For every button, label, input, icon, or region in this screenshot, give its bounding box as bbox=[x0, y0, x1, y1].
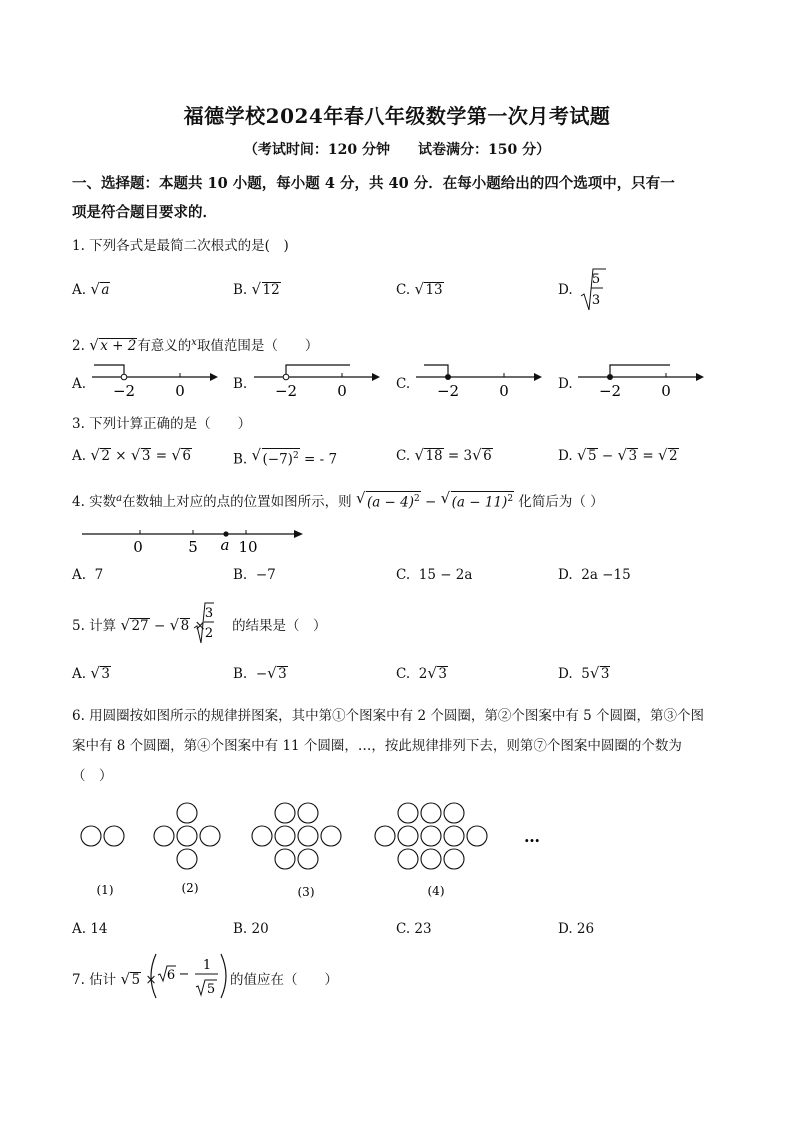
tick-label: 0 bbox=[337, 382, 347, 400]
radicand: 3 bbox=[628, 448, 638, 464]
stem-text: 化简后为（ ） bbox=[518, 494, 604, 510]
arrow-icon bbox=[372, 373, 380, 381]
radical bbox=[658, 448, 679, 464]
option-label: B. bbox=[233, 282, 248, 298]
radical bbox=[414, 282, 443, 298]
variable: x bbox=[191, 336, 197, 348]
q6-circle-patterns bbox=[74, 796, 554, 906]
q7-parenthesized-expression bbox=[148, 951, 230, 1001]
radicand: 2 bbox=[101, 448, 110, 464]
question-number: 2. bbox=[72, 338, 85, 354]
circle bbox=[252, 826, 272, 846]
q6-stem-line2: 案中有 8 个圆圈，第④个图案中有 11 个圆圈，…，按此规律排列下去，则第⑦个图案中圆圈的个数为 bbox=[72, 738, 682, 754]
coefficient: 2 bbox=[418, 666, 428, 682]
q7-stem-tail: 的值应在（ ） bbox=[230, 972, 338, 988]
circle bbox=[321, 826, 341, 846]
radicand: 3 bbox=[101, 666, 110, 682]
q1-option-d-fraction-radical bbox=[578, 266, 608, 312]
q1-option-c bbox=[396, 282, 444, 298]
q5-fraction-radical bbox=[193, 600, 215, 646]
circle bbox=[444, 849, 464, 869]
stem-text: 有意义的 bbox=[137, 338, 192, 354]
caption: (1) bbox=[96, 883, 114, 897]
radical bbox=[252, 282, 281, 298]
q6-stem-line1: 6. 用圆圈按如图所示的规律拼图案，其中第①个图案中有 2 个圆圈，第②个图案中有 5 个圆圈，第③个图 bbox=[72, 708, 705, 724]
radical bbox=[171, 448, 192, 464]
section-heading-line1: 一、选择题：本题共 10 小题，每小题 4 分，共 40 分．在每小题给出的四个选项中，只有一 bbox=[72, 175, 675, 192]
circle bbox=[298, 803, 318, 823]
circle bbox=[398, 803, 418, 823]
option-value: 15 − 2a bbox=[418, 567, 473, 583]
option-label: B. bbox=[233, 567, 248, 583]
operator: = bbox=[642, 448, 654, 464]
q1-option-b bbox=[233, 282, 281, 298]
point-label: a bbox=[220, 536, 230, 554]
circle bbox=[177, 826, 197, 846]
radical bbox=[170, 618, 191, 634]
caption: (2) bbox=[181, 881, 199, 895]
circle bbox=[421, 826, 441, 846]
radicand: 8 bbox=[180, 618, 190, 634]
circle bbox=[154, 826, 174, 846]
radical bbox=[120, 972, 141, 988]
circle bbox=[177, 849, 197, 869]
option-label: A. bbox=[72, 567, 87, 583]
radicand: 12 bbox=[262, 282, 280, 298]
radicand: x + 2 bbox=[100, 338, 137, 354]
tick-label: −2 bbox=[598, 382, 622, 400]
stem-text: 在数轴上对应的点的位置如图所示，则 bbox=[122, 494, 352, 510]
q5-option-b bbox=[233, 666, 288, 682]
radicand: 3 bbox=[600, 666, 610, 682]
operator: × bbox=[145, 972, 157, 988]
q6-stem-line3: （ ） bbox=[72, 768, 113, 784]
radical bbox=[252, 448, 300, 468]
open-point bbox=[121, 374, 127, 380]
page-title: 福德学校2024年春八年级数学第一次月考试题 bbox=[183, 104, 611, 128]
q1-option-a bbox=[72, 282, 110, 298]
q2-option-d-label: D. bbox=[558, 376, 573, 392]
open-point bbox=[283, 374, 289, 380]
option-label: A. bbox=[72, 282, 87, 298]
stem-text: 5. 计算 bbox=[72, 618, 117, 634]
q1-stem: 1. 下列各式是最简二次根式的是( ) bbox=[72, 238, 289, 254]
stem-text: 4. 实数 bbox=[72, 494, 117, 510]
q2-option-b-number-line bbox=[250, 360, 382, 402]
option-label: D. bbox=[558, 448, 573, 464]
numerator: 3 bbox=[204, 606, 214, 621]
radical bbox=[131, 448, 152, 464]
option-label: D. bbox=[558, 567, 573, 583]
closed-point bbox=[445, 374, 451, 380]
radicand: 2 bbox=[668, 448, 678, 464]
range-bracket bbox=[610, 365, 670, 374]
radicand: a bbox=[101, 282, 110, 298]
q2-option-a-label: A. bbox=[72, 376, 87, 392]
q3-option-b bbox=[233, 448, 337, 468]
radical bbox=[90, 282, 110, 298]
radical bbox=[590, 666, 611, 682]
option-label: C. bbox=[396, 448, 411, 464]
q2-option-b-label: B. bbox=[233, 376, 248, 392]
exponent: 2 bbox=[507, 493, 514, 504]
operator: = bbox=[155, 448, 168, 464]
q3-option-a bbox=[72, 448, 192, 464]
q4-number-line bbox=[78, 522, 308, 558]
q4-stem bbox=[72, 490, 604, 510]
radical bbox=[427, 666, 448, 682]
radical bbox=[267, 666, 288, 682]
radicand: (−7) bbox=[262, 451, 293, 468]
operator: × bbox=[115, 448, 127, 464]
stem-text: 取值范围是（ ） bbox=[196, 338, 319, 354]
operator: − bbox=[425, 494, 437, 510]
tick-label: 0 bbox=[175, 382, 185, 400]
tick-label: −2 bbox=[274, 382, 298, 400]
arrow-icon bbox=[534, 373, 542, 381]
option-label: B. bbox=[233, 451, 248, 468]
coefficient: 5 bbox=[581, 666, 590, 682]
radical bbox=[90, 666, 111, 682]
radicand: 3 bbox=[438, 666, 447, 682]
tick-label: −2 bbox=[436, 382, 460, 400]
range-bracket bbox=[94, 365, 124, 374]
option-label: B. bbox=[233, 666, 248, 682]
caption: (3) bbox=[297, 885, 315, 899]
q5-option-a bbox=[72, 666, 111, 682]
option-value: −7 bbox=[255, 567, 276, 583]
circle bbox=[104, 826, 124, 846]
circle bbox=[200, 826, 220, 846]
operator: × bbox=[194, 618, 206, 634]
denominator: 3 bbox=[591, 293, 601, 308]
q2-option-d-number-line bbox=[574, 360, 706, 402]
radicand: 3 bbox=[141, 448, 151, 464]
rhs: = - 7 bbox=[303, 451, 338, 468]
option-label: A. bbox=[72, 666, 87, 682]
left-paren bbox=[151, 954, 156, 998]
range-bracket bbox=[286, 365, 350, 374]
operator: − bbox=[153, 618, 166, 634]
option-label: D. bbox=[558, 666, 573, 682]
tick-label: 0 bbox=[499, 382, 509, 400]
q6-option-d: D. 26 bbox=[558, 921, 595, 937]
circle bbox=[298, 849, 318, 869]
tick-label: 5 bbox=[188, 538, 198, 556]
option-value: 7 bbox=[94, 567, 104, 583]
stem-text: 的结果是（ ） bbox=[232, 618, 327, 634]
radical bbox=[89, 338, 137, 354]
radicand: (a − 4) bbox=[366, 494, 415, 510]
circle bbox=[275, 826, 295, 846]
radical bbox=[617, 448, 638, 464]
q5-option-c bbox=[396, 666, 448, 682]
q6-option-a: A. 14 bbox=[72, 921, 108, 937]
radicand: 3 bbox=[278, 666, 287, 682]
exponent: 2 bbox=[292, 451, 299, 461]
radical bbox=[120, 618, 149, 634]
q6-option-c: C. 23 bbox=[396, 921, 432, 937]
circle bbox=[375, 826, 395, 846]
radicand: 6 bbox=[182, 448, 191, 464]
q4-option-d bbox=[558, 567, 631, 583]
circle bbox=[81, 826, 101, 846]
rhs: = 3 bbox=[447, 448, 473, 464]
circle bbox=[275, 849, 295, 869]
radicand: 13 bbox=[425, 282, 443, 298]
arrow-icon bbox=[294, 530, 303, 538]
q2-option-c-number-line bbox=[412, 360, 544, 402]
ellipsis: … bbox=[524, 827, 540, 846]
radicand: 6 bbox=[483, 448, 492, 464]
q2-stem bbox=[72, 334, 318, 354]
q3-option-d bbox=[558, 448, 679, 464]
radical bbox=[356, 491, 421, 511]
stem-text: 7. 估计 bbox=[72, 972, 117, 988]
coefficient: − bbox=[255, 666, 268, 682]
radical bbox=[90, 448, 111, 464]
denominator: 5 bbox=[206, 982, 216, 997]
circle bbox=[275, 803, 295, 823]
radicand: 6 bbox=[166, 968, 176, 983]
arrow-icon bbox=[210, 373, 218, 381]
q1-option-d-label: D. bbox=[558, 282, 573, 298]
circle bbox=[398, 826, 418, 846]
arrow-icon bbox=[696, 373, 704, 381]
q3-stem: 3. 下列计算正确的是（ ） bbox=[72, 416, 252, 432]
circle bbox=[421, 803, 441, 823]
operator: − bbox=[601, 448, 614, 464]
section-heading-line2: 项是符合题目要求的． bbox=[72, 204, 217, 221]
q7-stem bbox=[72, 968, 157, 988]
caption: (4) bbox=[427, 884, 445, 898]
circle bbox=[444, 826, 464, 846]
tick-label: 10 bbox=[238, 538, 258, 556]
closed-point bbox=[607, 374, 613, 380]
q5-option-d bbox=[558, 666, 610, 682]
q4-option-a bbox=[72, 567, 103, 583]
option-label: C. bbox=[396, 666, 411, 682]
radicand: 5 bbox=[587, 448, 597, 464]
circle bbox=[177, 803, 197, 823]
tick-label: 0 bbox=[133, 538, 143, 556]
tick-label: 0 bbox=[661, 382, 671, 400]
radicand: 5 bbox=[131, 972, 141, 988]
circle bbox=[421, 849, 441, 869]
q3-option-c bbox=[396, 448, 493, 464]
radical bbox=[441, 491, 514, 511]
option-label: C. bbox=[396, 282, 411, 298]
exponent: 2 bbox=[414, 493, 420, 504]
range-bracket bbox=[424, 365, 448, 374]
operator: − bbox=[178, 967, 190, 982]
radicand: 18 bbox=[425, 448, 443, 464]
radicand: 27 bbox=[131, 618, 149, 634]
option-label: C. bbox=[396, 567, 411, 583]
circle bbox=[298, 826, 318, 846]
option-label: A. bbox=[72, 448, 87, 464]
q2-option-a-number-line bbox=[88, 360, 220, 402]
option-value: 2a −15 bbox=[581, 567, 631, 583]
exam-info: （考试时间：120 分钟 试卷满分：150 分） bbox=[243, 142, 551, 158]
q2-option-c-label: C. bbox=[396, 376, 411, 392]
right-paren bbox=[221, 954, 226, 998]
q6-option-b: B. 20 bbox=[233, 921, 269, 937]
denominator: 2 bbox=[204, 626, 214, 641]
variable: a bbox=[116, 492, 123, 504]
circle bbox=[444, 803, 464, 823]
radical bbox=[472, 448, 493, 464]
numerator: 1 bbox=[202, 958, 212, 973]
numerator: 5 bbox=[591, 272, 601, 287]
q4-option-b bbox=[233, 567, 276, 583]
radicand: (a − 11) bbox=[451, 494, 508, 510]
radical bbox=[577, 448, 598, 464]
circle bbox=[398, 849, 418, 869]
circle bbox=[467, 826, 487, 846]
q4-option-c bbox=[396, 567, 472, 583]
tick-label: −2 bbox=[112, 382, 136, 400]
radical bbox=[414, 448, 443, 464]
